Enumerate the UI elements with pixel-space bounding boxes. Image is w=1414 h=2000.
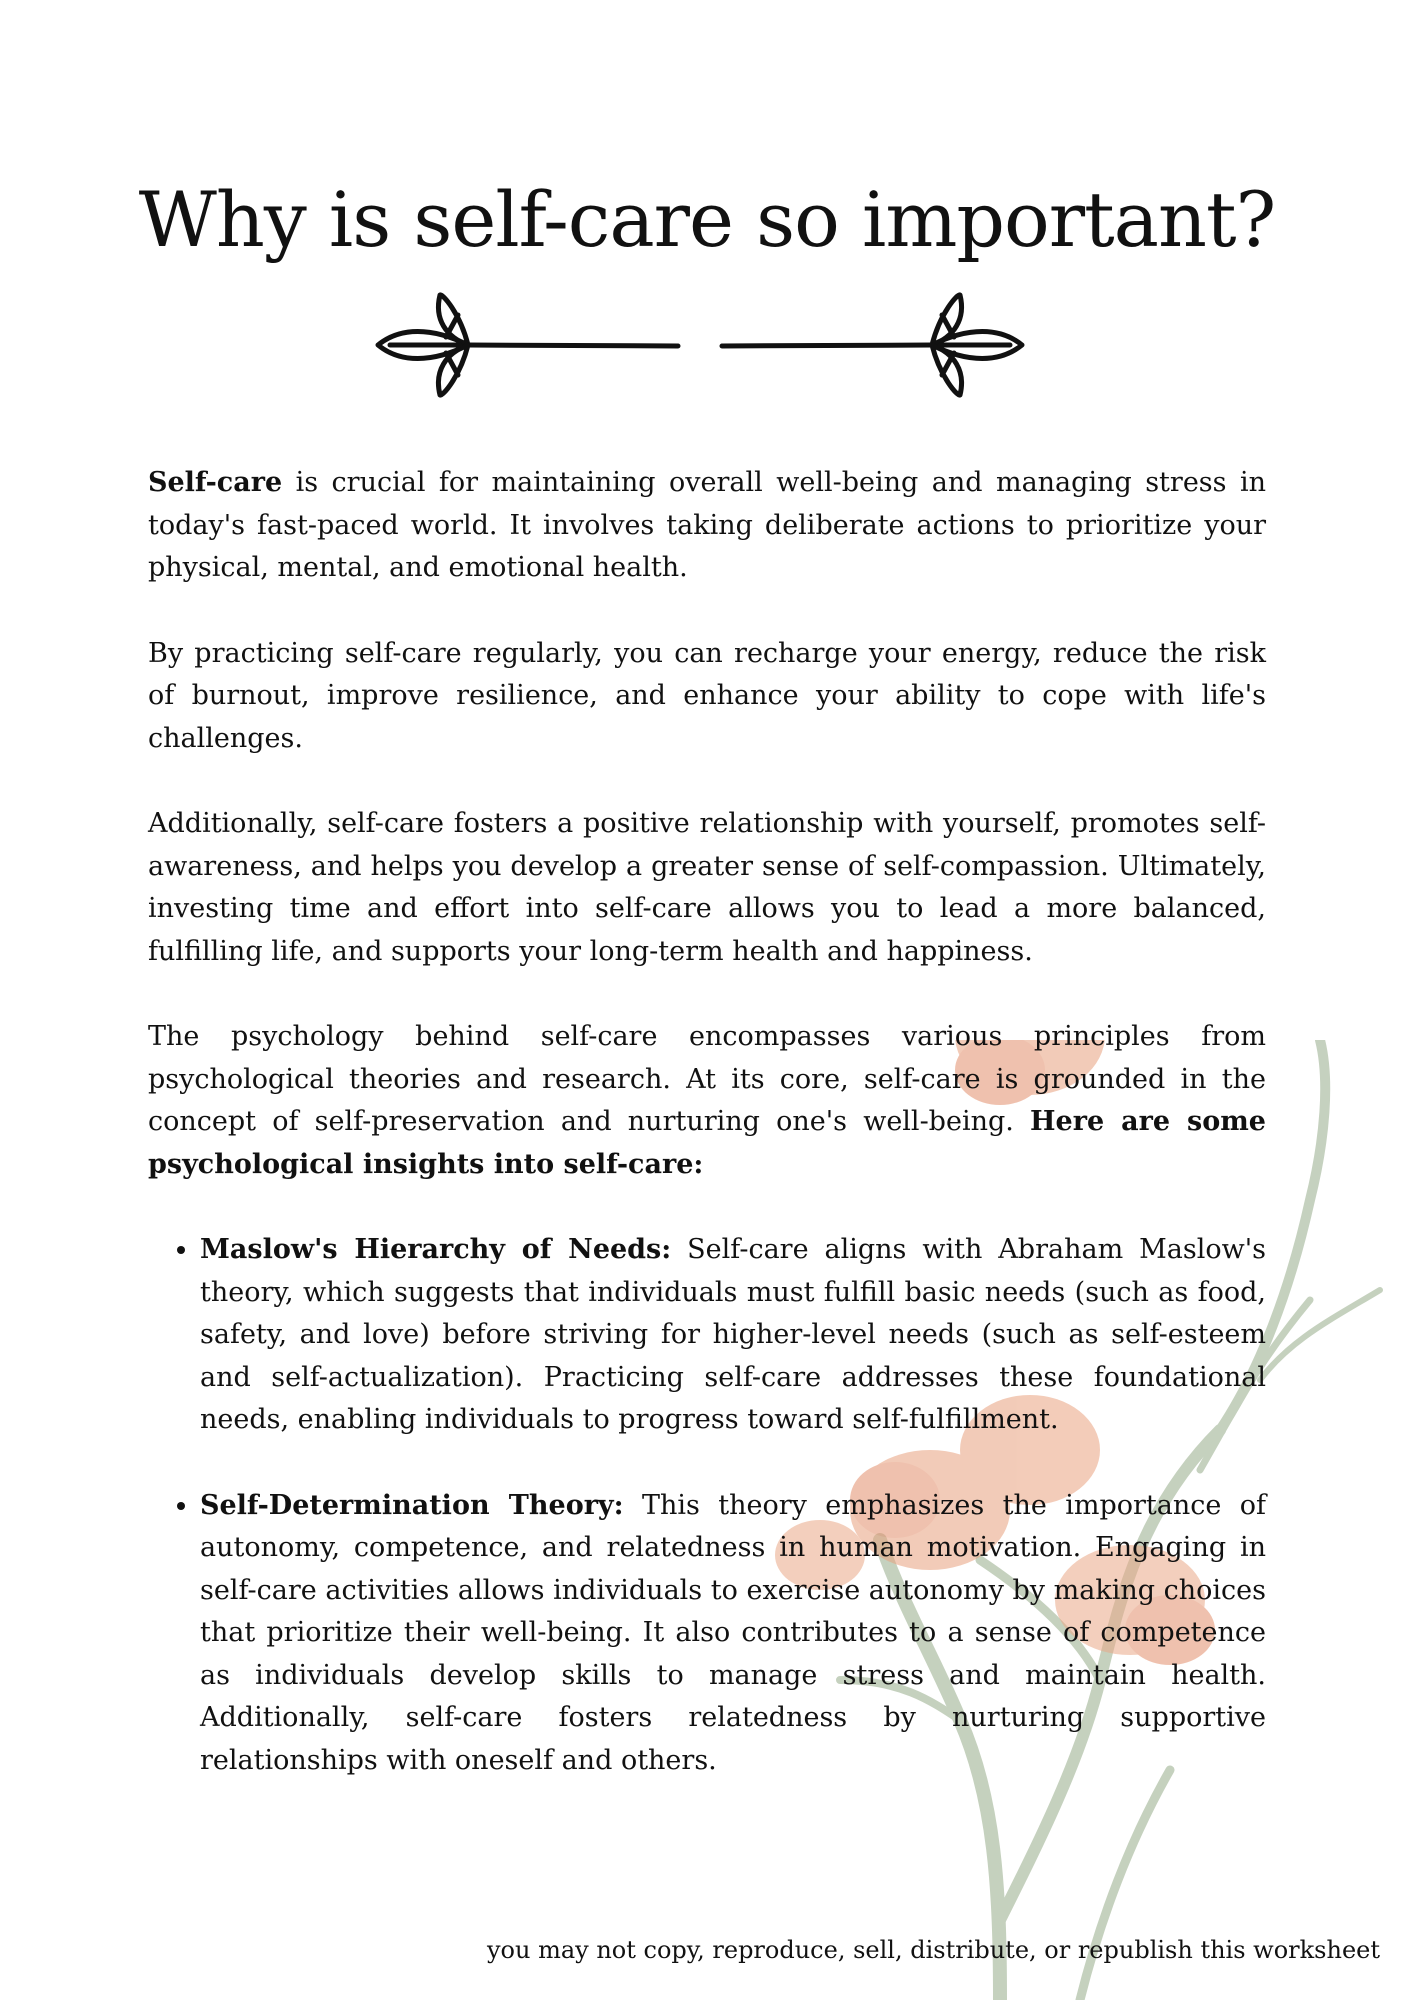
paragraph-relationship: Additionally, self-care fosters a positive relationship with yourself, promotes self-awareness, and helps you develop a greater sense of self-compassion. Ultimately, investing time and effort into self-care allows you to lead a more balanced, fulfilling life, and supports your long-term health and happiness. bbox=[148, 808, 1266, 967]
article-body bbox=[148, 462, 1266, 1825]
self-care-term: Self-care bbox=[148, 467, 283, 498]
insights-lead-in: Here are some psychological insights into self-care: bbox=[148, 1106, 1266, 1180]
list-item-text: This theory emphasizes the importance of autonomy, competence, and relatedness in human motivation. Engaging in self-care activities allows individuals to exercise autonomy by making choices that prioritize their well-being. It also contributes to a sense of competence as individuals develop skills to manage stress and maintain health. Additionally, self-care fosters relatedness by nurturing supportive relationships with oneself and others. bbox=[200, 1489, 1266, 1776]
paragraph-psychology bbox=[148, 1016, 1266, 1186]
page-title: Why is self-care so important? bbox=[138, 175, 1276, 264]
copyright-notice: you may not copy, reproduce, sell, distribute, or republish this worksheet bbox=[486, 1936, 1380, 1964]
paragraph-intro-text: is crucial for maintaining overall well-being and managing stress in today's fast-paced world. It involves taking deliberate actions to prioritize your physical, mental, and emotional health. bbox=[148, 467, 1266, 583]
list-item-heading: Maslow's Hierarchy of Needs: bbox=[200, 1234, 672, 1265]
insights-list bbox=[148, 1229, 1266, 1782]
list-item-maslow bbox=[200, 1229, 1266, 1442]
paragraph-psychology-text: The psychology behind self-care encompasses various principles from psychological theories and research. At its core, self-care is grounded in the concept of self-preservation and nurturing one's well-being. bbox=[148, 1021, 1266, 1137]
list-item-text: Self-care aligns with Abraham Maslow's theory, which suggests that individuals must fulfill basic needs (such as food, safety, and love) before striving for higher-level needs (such as self-esteem and self-actualization). Practicing self-care addresses these foundational needs, enabling individuals to progress toward self-fulfillment. bbox=[200, 1234, 1266, 1435]
list-item-self-determination bbox=[200, 1485, 1266, 1783]
paragraph-benefits: By practicing self-care regularly, you can recharge your energy, reduce the risk of burnout, improve resilience, and enhance your ability to cope with life's challenges. bbox=[148, 637, 1266, 754]
list-item-heading: Self-Determination Theory: bbox=[200, 1489, 624, 1521]
paragraph-intro bbox=[148, 462, 1266, 590]
leaf-branch-divider-icon bbox=[370, 285, 1040, 405]
